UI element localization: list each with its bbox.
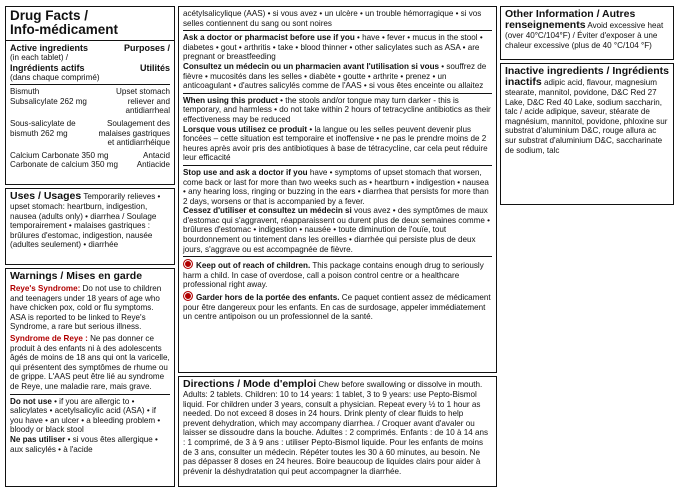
left-column (5, 6, 175, 487)
middle-column (178, 6, 497, 487)
continued-text: acétylsalicylique (AAS) • si vous avez • un ulcère • un trouble hémorragique • si vos selles contiennent du sang ou sont noires (183, 9, 482, 28)
ingredient-1-purpose: Upset stomach (116, 87, 170, 97)
do-not-use-text: • if you are allergic to • salicylates • acetylsalicylic acid (ASA) • if you have • an ulcer • a bleeding problem • bloody or black stool (10, 396, 161, 435)
ingredient-2-name: Sous-salicylate de (10, 118, 76, 128)
keep-out-text: This package contains enough drug to seriously harm a child. In case of overdose, call a poison control centre or a healthcare professional right away. (183, 261, 484, 290)
stop-use-label: Stop use and ask a doctor if you (183, 167, 308, 177)
active-heading: Active ingredients (10, 43, 89, 53)
ingredient-1-purpose-3: antidiarrheal (125, 106, 170, 116)
cessez (183, 206, 492, 254)
other-info-text: Avoid excessive heat (over 40°C/104°F) / Éviter d'exposer à une chaleur excessive (plus de 40 °C/104 °F) (505, 21, 664, 50)
ingredient-3-name: Calcium Carbonate 350 mg (10, 150, 109, 160)
when-using (183, 96, 492, 125)
purposes-heading: Purposes / (123, 43, 170, 53)
ingredient-2-row (10, 119, 170, 129)
consultez-label: Consultez un médecin ou un pharmacien avant l'utilisation si vous (183, 61, 440, 71)
ingredient-1-purpose-2: reliever and (127, 96, 170, 106)
per-tablet-en: (in each tablet) / (10, 53, 69, 62)
ingredient-3-purpose: Antacid (143, 150, 170, 160)
garder-hors (183, 291, 492, 322)
ask-doctor-label: Ask a doctor or pharmacist before use if you (183, 33, 355, 43)
do-not-use (10, 397, 170, 435)
inactive-heading: Inactive ingredients / Ingrédients inactifs (505, 65, 669, 88)
ingredient-3-row (10, 151, 170, 161)
ne-pas-utiliser (10, 435, 170, 454)
ingredient-2-purpose-3: et antidiarrhéique (107, 138, 170, 148)
drug-facts-title: Drug Facts / (10, 8, 89, 23)
ingredient-2-row-3 (10, 138, 170, 148)
ingredient-1-row-3 (10, 106, 170, 116)
lorsque-label: Lorsque vous utilisez ce produit (183, 124, 308, 134)
active-heading-fr-row (10, 63, 170, 73)
drug-facts-title-fr: Info-médicament (10, 22, 119, 37)
uses-box (5, 188, 175, 265)
per-tablet-fr: (dans chaque comprimé) (10, 72, 100, 82)
consultez (183, 62, 492, 91)
reye-fr (10, 334, 170, 392)
ingredient-3-name-fr: Carbonate de calcium 350 mg (10, 160, 118, 170)
stop-use-text: have • symptoms of upset stomach that worsen, come back or last for more than two weeks such as • heartburn • indigestion • nausea • any hearing loss, ringing or buzzing in the ears • diarrhea that persists for more than 2 days, worsens or that is accompanied by a fever. (183, 167, 489, 206)
purposes-heading-fr: Utilités (139, 62, 170, 73)
inactive-text: adipic acid, flavour, magnesium stearate, mannitol, povidone, D&C Red 27 Lake, D&C Red 40 Lake, sodium saccharin, talc / acide adipique, saveur, stéarate de magnésium, mannitol, povidone, phloxine sur substrat d'aluminium D&C, rouge allura ac sur substrat d'aluminium D&C, saccharinate de sodium, talc (505, 78, 668, 155)
ingredient-1-dose: Subsalicylate 262 mg (10, 96, 87, 106)
lorsque (183, 125, 492, 163)
ingredient-3-row-2 (10, 160, 170, 170)
warnings-heading: Warnings / Mises en garde (10, 270, 143, 282)
ingredient-2-purpose-2: malaises gastriques (98, 128, 170, 138)
keep-out-of-reach (183, 259, 492, 290)
reye-text: Do not use to children and teenagers under 18 years of age who have chicken pox, cold or flu symptoms. ASA is reported to be linked to Reye's Syndrome, a rare but serious illness. (10, 284, 162, 332)
cessez-label: Cessez d'utiliser et consultez un médecin si (183, 206, 352, 216)
reye-label-fr: Syndrome de Reye : (10, 333, 88, 343)
drug-facts-box (5, 6, 175, 185)
do-not-use-label: Do not use (10, 396, 52, 406)
garder-text: Ce paquet contient assez de médicament pour être dangereux pour les enfants. En cas de surdosage, appeler immédiatement un centre antipoison ou un professionnel de la santé. (183, 293, 491, 322)
reye-label: Reye's Syndrome: (10, 284, 81, 293)
garder-label: Garder hors de la portée des enfants. (196, 293, 340, 303)
ingredient-3-purpose-fr: Antiacide (136, 160, 170, 170)
warnings-box (5, 268, 175, 487)
directions-heading: Directions / Mode d'emploi (183, 378, 317, 390)
stop-sign-icon (183, 259, 193, 269)
ingredient-1-row-2 (10, 97, 170, 107)
inactive-ingredients-box (500, 63, 674, 205)
reye-en (10, 284, 170, 332)
stop-sign-icon (183, 291, 193, 301)
ne-pas-utiliser-text: • si vous êtes allergique • aux salicylés • à l'acide (10, 434, 158, 454)
lorsque-text: • la langue ou les selles peuvent devenir plus foncées – cette situation est temporaire et inoffensive • ne pas le prendre moins de 2 heures après avoir pris des antibiotiques à base de tétracycline, car cela peut réduire leur efficacité (183, 124, 488, 163)
active-heading-fr: Ingrédients actifs (10, 62, 85, 73)
consultez-text: • souffrez de fièvre • mucosités dans les selles • diabète • goutte • arthrite • prenez • un anticoagulant • d'autres salicylés comme de l'AAS • si vous êtes enceinte ou allaitez (183, 61, 487, 91)
ingredient-1-row (10, 87, 170, 97)
reye-text-fr: Ne pas donner ce produit à des enfants ni à des adolescents âgés de moins de 18 ans qui ont la varicelle, qui présentent des symptômes de rhume ou de grippe. L'AAS peut être lié au syndrome de Reye, une maladie rare, mais grave. (10, 333, 170, 391)
stop-use (183, 168, 492, 206)
ingredient-2-row-2 (10, 129, 170, 139)
warnings-continued-box (178, 6, 497, 373)
keep-out-label: Keep out of reach of children. (196, 261, 311, 271)
ingredient-2-purpose: Soulagement des (107, 118, 170, 128)
ne-pas-utiliser-label: Ne pas utiliser (10, 434, 66, 444)
active-heading-row (10, 43, 170, 53)
cessez-text: vous avez • des symptômes de maux d'estomac qui s'aggravent, réapparaissent ou durent plus de deux semaines comme • brûlures d'estomac • indigestion • nausée • toute diminution de l'ouïe, tout bourdonnement ou tintement dans les oreilles • diarrhée qui persiste plus de deux jours, s'aggrave ou est accompagnée de fièvre. (183, 206, 490, 254)
when-using-label: When using this product (183, 95, 278, 105)
directions-text: Chew before swallowing or dissolve in mouth. Adults: 2 tablets. Children: 10 to 14 years: 1 tablet, 3 to 9 years: use Pepto-Bismol liquid. For children under 3 years, consult a physician. Repeat every ½ to 1 hour as needed. Do not exceed 8 doses in 24 hours. Drink plenty of clear fluids to help prevent dehydration, which may accompany diarrhea. / Croquer avant d'avaler ou laisser se dissoudre dans la bouche. Adultes : 2 comprimés. Enfants : de 10 à 14 ans : 1 comprimé, de 3 à 9 ans : utiliser Pepto-Bismol liquide. Pour les enfants de moins de 3 ans, consulter un médecin. Répéter toutes les 30 à 60 minutes, au besoin. Ne pas dépasser 8 doses en 24 heures. Boire beaucoup de liquides clairs pour aider à prévenir la déshydratation qui peut accompagner la diarrhée. (183, 380, 489, 476)
ingredient-1-name: Bismuth (10, 87, 40, 97)
other-info-heading: Other Information / Autres renseignements (505, 8, 636, 31)
uses-text: Temporarily relieves • upset stomach: heartburn, indigestion, nausea (adults only) • diarrhea / Soulage temporairement • malaises gastriques : brûlures d'estomac, indigestion, nausée (adultes seulement) • diarrhée (10, 192, 161, 250)
directions-box (178, 376, 497, 487)
when-using-text: • the stools and/or tongue may turn darker - this is temporary, and harmless • do not take within 2 hours of tetracycline antibiotics as their effectiveness may be reduced (183, 95, 491, 124)
right-column (500, 6, 674, 487)
ingredient-2-dose: bismuth 262 mg (10, 128, 68, 138)
uses-heading: Uses / Usages (10, 190, 82, 202)
other-information-box (500, 6, 674, 60)
ask-doctor-text: • have • fever • mucus in the stool • diabetes • gout • arthritis • take • blood thinner • other salicylates such as ASA • are pregnant or breastfeeding (183, 33, 483, 62)
ask-doctor (183, 33, 492, 62)
